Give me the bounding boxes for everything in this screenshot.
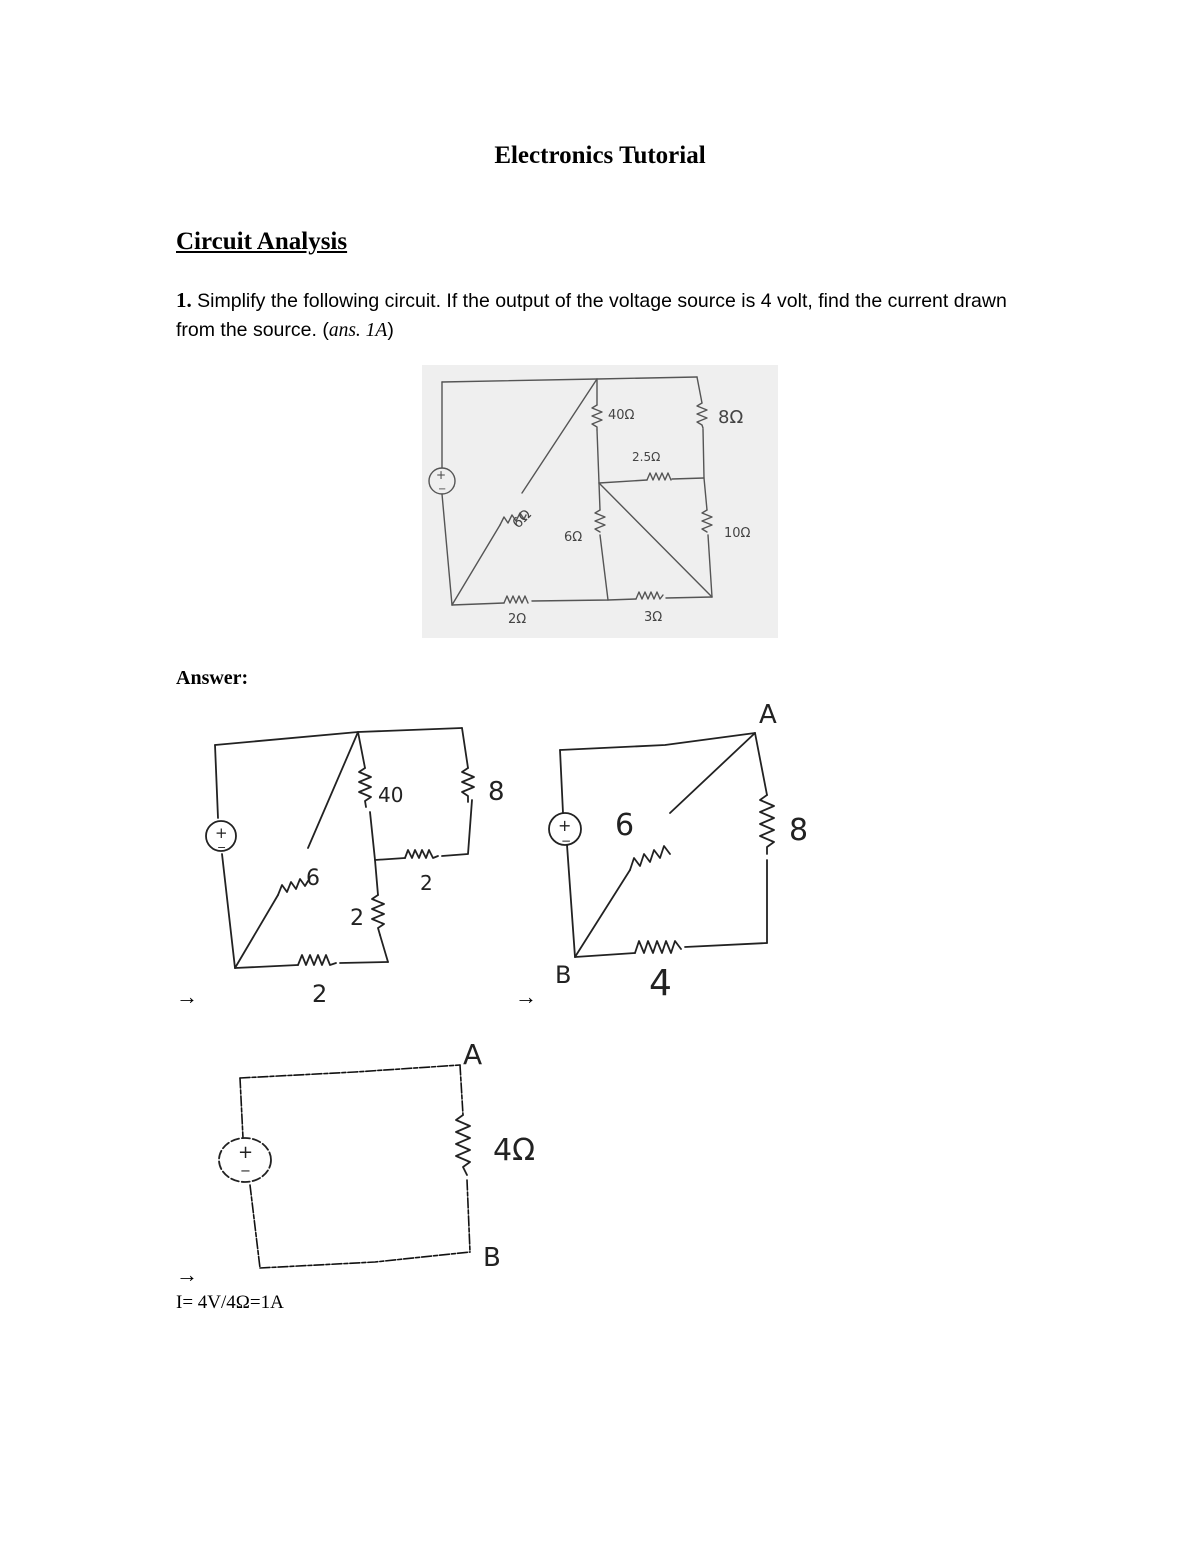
resistor-zigzag-icon — [278, 879, 308, 895]
answer-hint: (ans. 1A) — [322, 319, 394, 341]
source-plus: + — [215, 824, 228, 842]
wire — [215, 728, 462, 745]
node-b-label: B — [483, 1243, 501, 1273]
node-a-label: A — [463, 1038, 483, 1071]
resistor-zigzag-icon — [635, 941, 681, 953]
resistor-zigzag-icon — [405, 850, 438, 858]
source-minus: − — [438, 484, 447, 495]
step-one-circuit-figure — [200, 720, 520, 1008]
label-r4: 4 — [649, 963, 672, 1004]
label-r10: 10Ω — [724, 526, 751, 541]
wire — [215, 745, 235, 968]
source-plus: + — [238, 1142, 254, 1163]
resistor-zigzag-icon — [630, 846, 670, 870]
arrow-icon: → — [176, 1262, 198, 1287]
label-r6-middle: 6Ω — [564, 530, 583, 545]
wire — [575, 943, 767, 957]
wire — [235, 732, 358, 968]
label-r6: 6 — [615, 808, 635, 843]
answer-hint-value: ans. 1A — [328, 320, 388, 341]
voltage-source — [219, 1138, 271, 1182]
result-equation: I= 4V/4Ω=1A — [176, 1292, 284, 1313]
source-minus: − — [240, 1164, 251, 1179]
original-circuit-figure — [422, 365, 778, 638]
wire — [560, 733, 755, 750]
source-plus: + — [436, 468, 447, 482]
label-r6-diagonal: 6Ω — [509, 506, 535, 532]
source-minus: − — [217, 841, 227, 854]
wire — [240, 1065, 460, 1078]
resistor-zigzag-icon — [372, 895, 384, 935]
label-r2-bottom: 2Ω — [508, 612, 527, 627]
source-minus: − — [561, 834, 572, 848]
label-r40: 40Ω — [608, 408, 635, 423]
wire — [235, 962, 388, 968]
resistor-zigzag-icon — [760, 795, 774, 854]
wire — [358, 728, 472, 860]
label-r8: 8 — [488, 777, 505, 807]
step-three-circuit-figure — [205, 1020, 565, 1275]
answer-label: Answer: — [176, 667, 249, 689]
node-b-label: B — [555, 961, 572, 989]
label-r40: 40 — [378, 783, 404, 807]
step-two-circuit-figure — [545, 695, 825, 1004]
node-a-label: A — [759, 700, 777, 730]
wire — [560, 750, 575, 957]
label-r8: 8Ω — [718, 407, 744, 428]
resistor-zigzag-icon — [462, 768, 474, 802]
label-r2-5: 2.5Ω — [632, 450, 661, 464]
resistor-zigzag-icon — [298, 955, 336, 965]
arrow-icon: → — [515, 984, 537, 1009]
label-r2-vertical: 2 — [350, 906, 364, 931]
section-heading: Circuit Analysis — [176, 228, 348, 255]
label-r2-middle: 2 — [420, 871, 433, 895]
resistor-zigzag-icon — [456, 1115, 470, 1175]
label-r2-bottom: 2 — [312, 980, 328, 1008]
question-1 — [176, 286, 1016, 345]
document-title: Electronics Tutorial — [494, 142, 706, 169]
label-r6: 6 — [306, 866, 320, 891]
label-r4: 4Ω — [493, 1133, 536, 1168]
label-r8: 8 — [789, 813, 809, 848]
question-text: Simplify the following circuit. If the output of the voltage source is 4 volt, find the current drawn from the source. — [176, 290, 1007, 341]
question-number: 1. — [176, 288, 192, 312]
arrow-icon: → — [176, 984, 198, 1009]
source-plus: + — [558, 816, 572, 835]
wire — [575, 733, 755, 957]
voltage-source — [206, 821, 236, 854]
wire — [260, 1252, 470, 1268]
resistor-zigzag-icon — [359, 768, 371, 807]
label-r3: 3Ω — [644, 610, 663, 625]
voltage-source — [549, 813, 581, 848]
